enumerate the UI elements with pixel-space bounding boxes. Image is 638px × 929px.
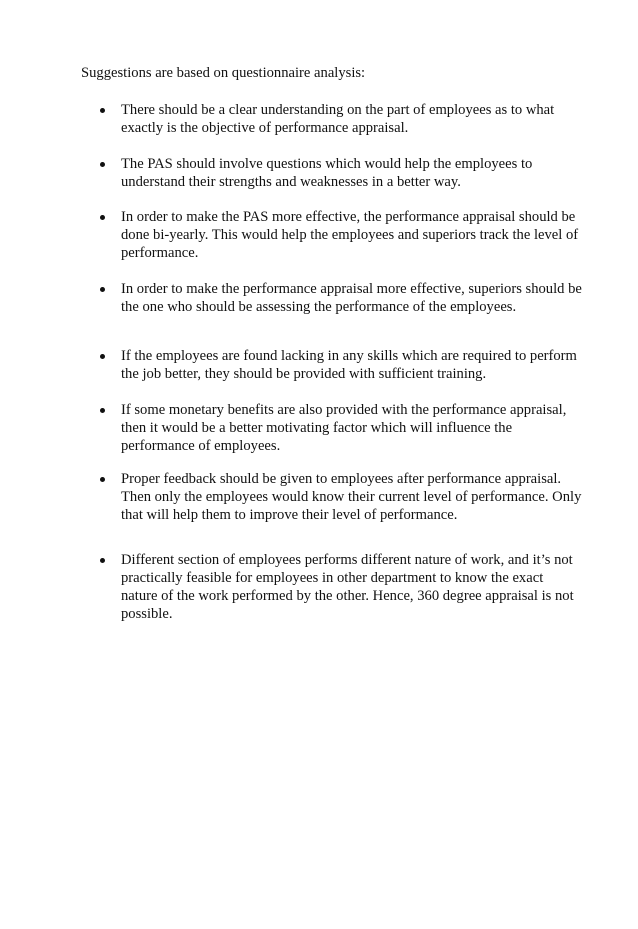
list-item-text: If some monetary benefits are also provided with the performance appraisal, then it would be a better motivating factor which will influence the performance of employees. <box>121 402 567 454</box>
list-item <box>121 208 583 262</box>
bullet-icon <box>100 354 105 359</box>
list-item <box>121 401 583 455</box>
list-item-text: Proper feedback should be given to employees after performance appraisal. Then only the employees would know their current level of performance. Only that will help them to improve their level of performance. <box>121 471 582 523</box>
list-item <box>121 470 583 524</box>
list-item-text: Different section of employees performs different nature of work, and it’s not practically feasible for employees in other department to know the exact nature of the work performed by the other. Hence, 360 degree appraisal is not possible. <box>121 552 574 622</box>
bullet-icon <box>100 162 105 167</box>
intro-text: Suggestions are based on questionnaire analysis: <box>81 65 366 81</box>
list-item <box>121 280 583 316</box>
bullet-icon <box>100 477 105 482</box>
bullet-icon <box>100 287 105 292</box>
bullet-icon <box>100 408 105 413</box>
list-item-text: If the employees are found lacking in any skills which are required to perform the job better, they should be provided with sufficient training. <box>121 348 577 382</box>
list-item-text: In order to make the PAS more effective, the performance appraisal should be done bi-yearly. This would help the employees and superiors track the level of performance. <box>121 209 579 261</box>
bullet-icon <box>100 558 105 563</box>
list-item <box>121 155 583 191</box>
bullet-icon <box>100 215 105 220</box>
bullet-icon <box>100 108 105 113</box>
list-item-text: The PAS should involve questions which would help the employees to understand their strengths and weaknesses in a better way. <box>121 156 533 190</box>
list-item-text: There should be a clear understanding on the part of employees as to what exactly is the objective of performance appraisal. <box>121 102 555 136</box>
list-item-text: In order to make the performance appraisal more effective, superiors should be the one who should be assessing the performance of the employees. <box>121 281 582 315</box>
list-item <box>121 347 583 383</box>
list-item <box>121 551 583 623</box>
list-item <box>121 101 583 137</box>
